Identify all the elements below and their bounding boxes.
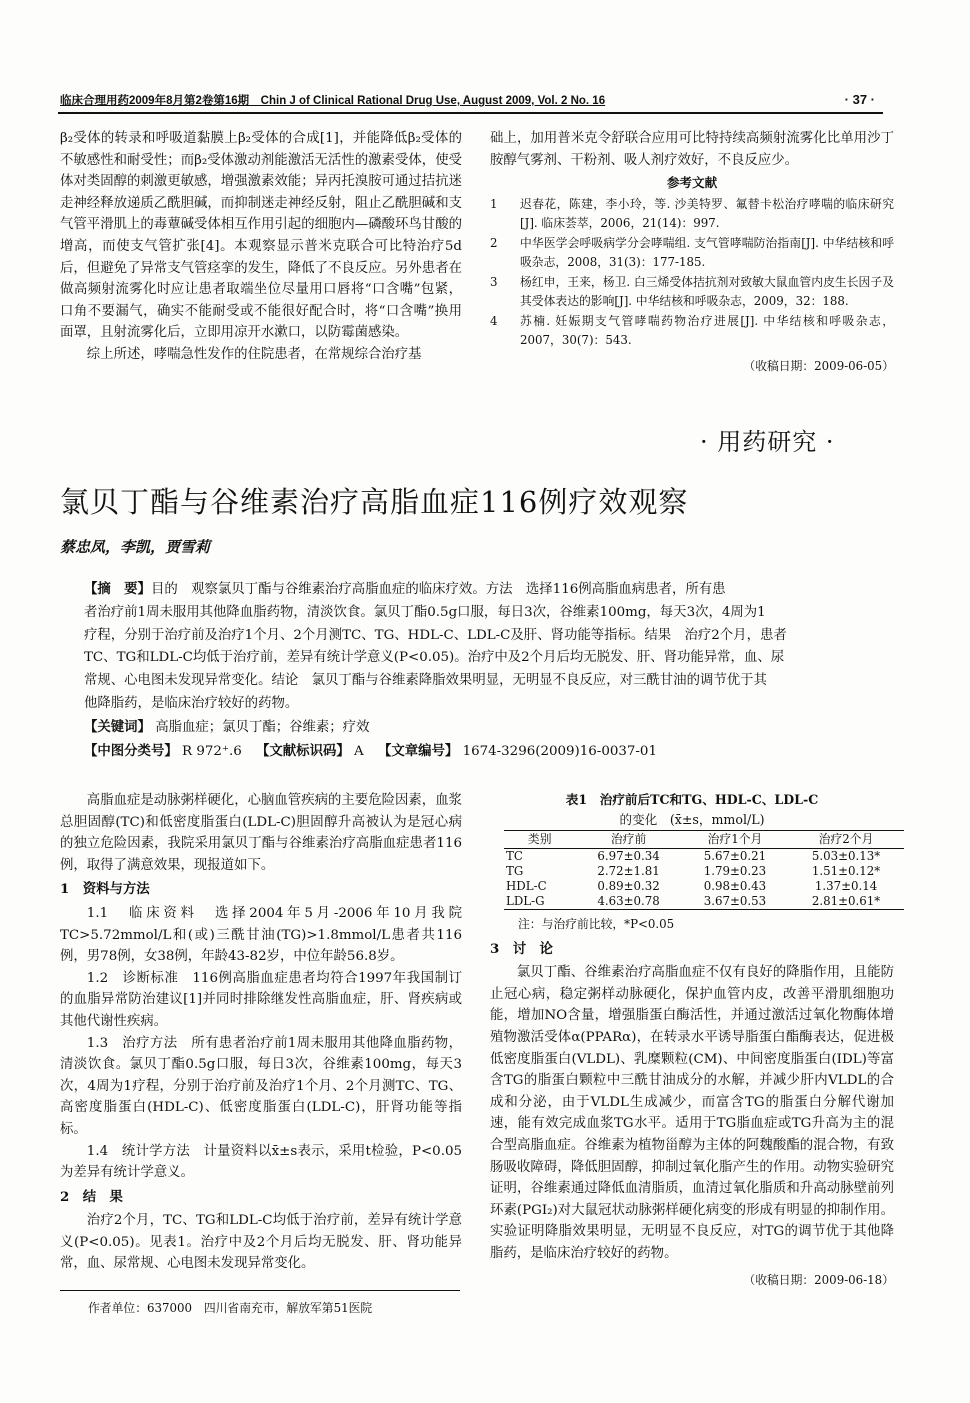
article-authors: 蔡忠凤，李凯，贾雪莉 (60, 538, 211, 556)
reference-text: 迟春花，陈建，李小玲，等. 沙美特罗、氟替卡松治疗哮喘的临床研究[J]. 临床荟萃，2006，21(14)：997. (520, 196, 894, 231)
table-row (504, 849, 904, 865)
table-cell: 5.03±0.13* (811, 849, 881, 863)
doc-code-label: 【文献标识码】 (256, 742, 350, 759)
table-cell: 2.81±0.61* (788, 894, 904, 910)
body-paragraph: 治疗2个月，TC、TG和LDL-C均低于治疗前，差异有统计学意义(P<0.05)。见表1。治疗中及2个月后均无脱发、肝、肾功能异常，血、尿常规、心电图未发现异常变化。 (60, 1213, 462, 1272)
reference-item (490, 312, 894, 351)
table-header-cell: 类别 (504, 831, 575, 849)
body-paragraph: 1.2 诊断标准 116例高脂血症患者均符合1997年我国制订的血脂异常防治建议[1]并同时排除继发性高脂血症，肝、肾疾病或其他代谢性疾病。 (60, 970, 462, 1029)
table-cell: 1.37±0.14 (814, 879, 878, 893)
abstract-line (84, 647, 890, 670)
reference-number: 3 (490, 274, 498, 289)
classification-line (84, 740, 890, 764)
reference-number: 1 (490, 196, 498, 211)
table-cell: HDL-C (506, 879, 547, 893)
footnote-rule (60, 1290, 460, 1291)
table-row (504, 879, 904, 894)
clc-code: R 972⁺.6 (182, 743, 242, 759)
reference-list (490, 195, 894, 351)
table-cell: TG (506, 864, 524, 878)
table-title (490, 790, 894, 830)
keywords: 高脂血症；氯贝丁酯；谷维素；疗效 (155, 719, 370, 735)
table-cell: 1.79±0.23 (703, 864, 767, 878)
article-no-label: 【文章编号】 (377, 742, 459, 759)
table-row (504, 894, 904, 910)
discussion-heading: 3 讨 论 (490, 940, 553, 957)
page-number: · 37 · (844, 92, 875, 107)
table-cell: 2.72±1.81 (597, 864, 660, 878)
summary-paragraph: 综上所述，哮喘急性发作的住院患者，在常规综合治疗基 (86, 346, 422, 362)
article-title: 氯贝丁酯与谷维素治疗高脂血症116例疗效观察 (60, 485, 689, 519)
abstract-line (84, 602, 890, 625)
table-header-cell: 治疗1个月 (682, 831, 788, 849)
body-paragraph: 1.1 临床资料 选择2004年5月-2006年10月我院TC>5.72mmol/L和(或)三酰甘油(TG)>1.8mmol/L患者共116例，男78例，女38例，年龄43-82岁，中位年龄56.8岁。 (60, 905, 462, 965)
body-paragraph: 高脂血症是动脉粥样硬化，心脑血管疾病的主要危险因素，血浆总胆固醇(TC)和低密度脂蛋白(LDL-C)胆固醇升高被认为是冠心病的独立危险因素，我院采用氯贝丁酯与谷维素治疗高脂血症患者116例，取得了满意效果，现报道如下。 (60, 793, 462, 873)
abstract-text (84, 578, 890, 716)
continued-paragraph: β₂受体的转录和呼吸道黏膜上β₂受体的合成[1]，并能降低β₂受体的不敏感性和耐受性；而β₂受体激动剂能激活无活性的激素受体，使受体对类固醇的刺激更敏感，增强激素效能；异丙托溴胺可通过拮抗迷走神经释放递质乙酰胆碱，而抑制迷走神经反射，阻止乙酰胆碱和支气管平滑肌上的毒蕈碱受体相互作用引起的细胞内—磷酸环鸟甘酸的增高，而使支气管扩张[4]。本观察显示普米克联合可比特治疗5d后，但避免了异常支气管痉挛的发生，降低了不良反应。另外患者在做高频射流雾化时应让患者取端坐位尽量用口唇将“口含嘴”包紧，口角不要漏气，确实不能耐受或不能很好配合时，将“口含嘴”换用面罩，且射流雾化后，立即用凉开水漱口，以防霉菌感染。 (60, 131, 462, 341)
top-left-column (60, 128, 462, 366)
reference-text: 中华医学会呼吸病学分会哮喘组. 支气管哮喘防治指南[J]. 中华结核和呼吸杂志，2008，31(3)：177-185. (520, 235, 894, 270)
references-heading: 参考文献 (666, 175, 718, 191)
results-table (504, 830, 904, 910)
abstract-line-text: 他降脂药，是临床治疗较好的药物。 (84, 695, 299, 711)
reference-item (490, 273, 894, 312)
abstract-line (84, 693, 890, 716)
table-cell: TC (506, 849, 523, 863)
table-cell: 3.67±0.53 (682, 894, 788, 910)
top-right-column (490, 128, 894, 377)
article-no: 1674-3296(2009)16-0037-01 (462, 743, 657, 759)
abstract-line-text: 者治疗前1周未服用其他降血脂药物，清淡饮食。氯贝丁酯0.5g口服，每日3次，谷维素100mg，每天3次，4周为1 (84, 604, 766, 620)
abstract-line (84, 578, 890, 602)
abstract-line (84, 625, 890, 648)
reference-text: 苏楠. 妊娠期支气管哮喘药物治疗进展[J]. 中华结核和呼吸杂志，2007，30(7)：543. (520, 313, 894, 348)
table-header-row (504, 831, 904, 849)
table-cell: 0.89±0.32 (597, 879, 660, 893)
table-title-line2: 的变化 (x̄±s，mmol/L) (619, 812, 765, 827)
discussion-paragraph: 氯贝丁酯、谷维素治疗高脂血症不仅有良好的降脂作用，且能防止冠心病，稳定粥样动脉硬化，保护血管内皮，改善平滑肌细胞功能，增加NO含量，增强脂蛋白酶活性，并通过激活过氧化物酶体增殖物激活受体α(PPARα)，在转录水平诱导脂蛋白酯酶表达，促进极低密度脂蛋白(VLDL)、乳糜颗粒(CM)、中间密度脂蛋白(IDL)等富含TG的脂蛋白颗粒中三酰甘油成分的水解，并减少肝内VLDL的合成和分泌，由于VLDL生成减少，而富含TG的脂蛋白分解代谢加速，能有效完成血浆TG水平。适用于TG脂血症或TG升高为主的混合型高脂血症。谷维素为植物甾醇为主体的阿魏酸酯的混合物，有致肠吸收障碍，降低胆固醇，抑制过氧化脂产生的作用。动物实验研究证明，谷维素通过降低血清脂质，血清过氧化脂质和升高动脉壁前列环素(PGI₂)对大鼠冠状动脉粥样硬化病变的形成有明显的抑制作用。实验证明降脂效果明显，无明显不良反应，对TG的调节优于其他降脂药，是临床治疗较好的药物。 (490, 965, 894, 1261)
journal-citation: 临床合理用药2009年8月第2卷第16期 Chin J of Clinical Rational Drug Use, August 2009, Vol. 2 No. 16 (60, 95, 606, 107)
table-cell: 1.51±0.12* (811, 864, 881, 878)
running-header (58, 90, 883, 114)
body-paragraph: 1.3 治疗方法 所有患者治疗前1周未服用其他降血脂药物，清淡饮食。氯贝丁酯0.5g口服，每日3次，谷维素100mg，每天3次，4周为1疗程，分别于治疗前及治疗1个月、2个月测TC、TG、高密度脂蛋白(HDL-C)、低密度脂蛋白(LDL-C)，肝肾功能等指标。 (60, 1035, 462, 1137)
keywords-label: 【关键词】 (84, 718, 151, 735)
reference-item (490, 234, 894, 273)
table-row (504, 864, 904, 879)
clc-label: 【中图分类号】 (84, 742, 178, 759)
received-date-2: （收稿日期：2009-06-18） (743, 1272, 894, 1287)
author-affiliation: 作者单位：637000 四川省南充市，解放军第51医院 (88, 1301, 373, 1315)
table-cell: 6.97±0.34 (597, 849, 660, 863)
reference-number: 2 (490, 235, 498, 250)
abstract-block (84, 578, 890, 763)
abstract-line-text: 常规、心电图未发现异常变化。结论 氯贝丁酯与谷维素降脂效果明显，无明显不良反应，对三酰甘油的调节优于其 (84, 673, 767, 689)
reference-text: 杨红申，王来，杨卫. 白三烯受体拮抗剂对致敏大鼠血管内皮生长因子及其受体表达的影响[J]. 中华结核和呼吸杂志，2009，32：188. (520, 274, 894, 309)
abstract-line-text: 目的 观察氯贝丁酯与谷维素治疗高脂血症的临床疗效。方法 选择116例高脂血病患者，所有患 (150, 582, 726, 597)
table-header-cell: 治疗2个月 (788, 831, 904, 849)
table-cell: LDL-G (504, 894, 575, 910)
table-header-cell: 治疗前 (575, 831, 681, 849)
section-heading: 1 资料与方法 (60, 881, 150, 898)
reference-item (490, 195, 894, 234)
abstract-line (84, 670, 890, 693)
table-title-line1: 表1 治疗前后TC和TG、HDL-C、LDL-C (565, 792, 819, 807)
main-left-column (60, 790, 462, 1275)
table-body (504, 849, 904, 910)
table-note: 注：与治疗前比较，*P<0.05 (518, 917, 675, 931)
doc-code: A (354, 743, 364, 759)
table-cell: 4.63±0.78 (575, 894, 681, 910)
table-cell: 0.98±0.43 (703, 879, 767, 893)
reference-number: 4 (490, 313, 498, 328)
section-heading: 2 结 果 (60, 1188, 123, 1205)
abstract-label: 【摘 要】 (84, 581, 151, 597)
table-cell: 5.67±0.21 (703, 849, 767, 863)
received-date: （收稿日期：2009-06-05） (743, 358, 894, 373)
keywords-line (84, 716, 890, 740)
body-paragraph: 1.4 统计学方法 计量资料以x̄±s表示，采用t检验，P<0.05为差异有统计学意义。 (60, 1143, 462, 1181)
main-right-column (490, 790, 894, 1291)
abstract-line-text: TC、TG和LDL-C均低于治疗前，差异有统计学意义(P<0.05)。治疗中及2个月后均无脱发、肝、肾功能异常，血、尿 (84, 650, 785, 666)
section-label: · 用药研究 · (700, 428, 835, 456)
abstract-line-text: 疗程，分别于治疗前及治疗1个月、2个月测TC、TG、HDL-C、LDL-C及肝、肾功能等指标。结果 治疗2个月，患者 (84, 627, 787, 643)
continued-paragraph-right: 础上，加用普米克令舒联合应用可比特持续高频射流雾化比单用沙丁胺醇气雾剂、干粉剂、吸人剂疗效好，不良反应少。 (490, 131, 894, 168)
